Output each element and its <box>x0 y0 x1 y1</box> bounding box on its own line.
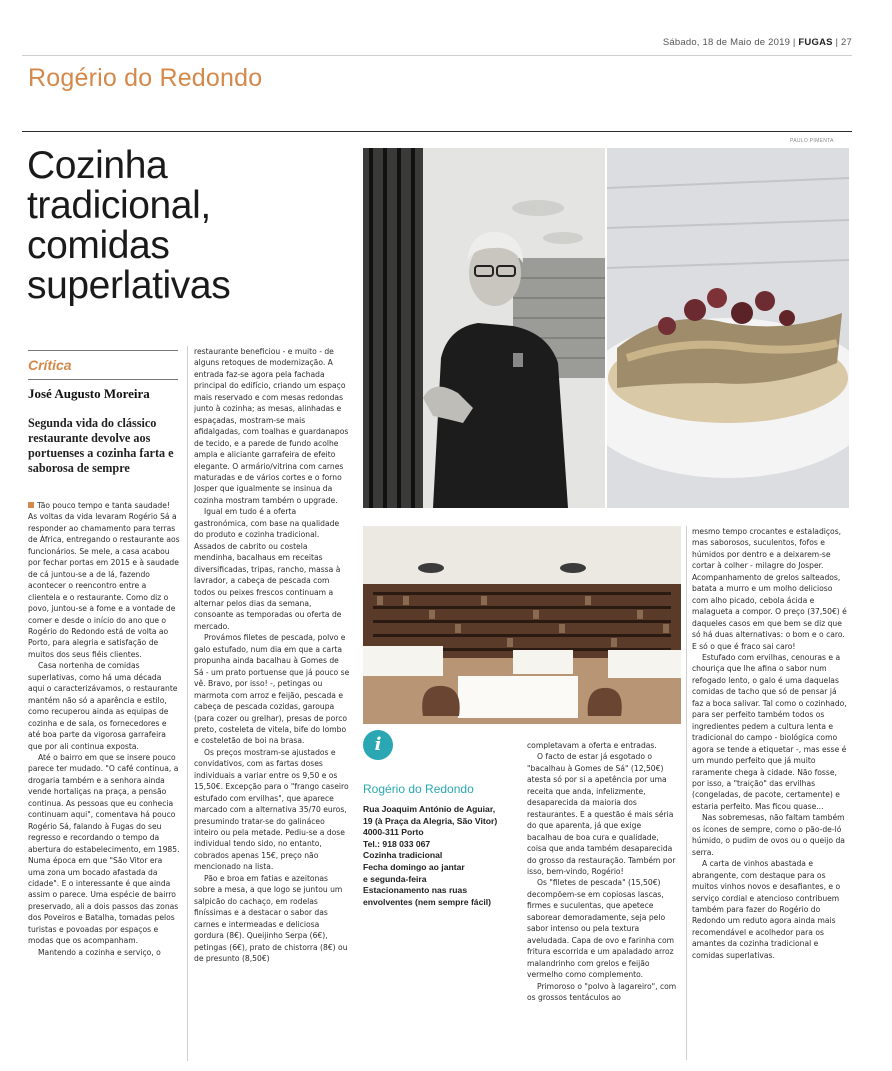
info-icon: i <box>363 730 393 760</box>
header-rule <box>22 131 852 132</box>
article-column-2 <box>194 346 350 1060</box>
info-line: 19 (à Praça da Alegria, São Vitor) <box>363 815 498 826</box>
info-line: Fecha domingo ao jantar <box>363 861 465 872</box>
section-rule <box>28 350 178 351</box>
paragraph: mesmo tempo crocantes e estaladiços, mas saborosos, suculentos, fofos e húmidos por dentro e a deixarem-se cortar à colher - milagre do Josper. Acompanhamento de grelos salteados, batata a murro e um molho delicioso com alho picado, cebola ácida e malagueta a compor. O preço (37,50€) é daqueles casos em que bem se diz que só há duas alternativas: o bom e o caro. E só o que é fraco sai caro! <box>692 527 847 651</box>
chef-portrait-photo <box>363 148 605 508</box>
paragraph: Os "filetes de pescada" (15,50€) decompõem-se em copiosas lascas, firmes e suculentas, que apetece saborear demoradamente, seja pelo sabor intenso ou pela textura aveludada. Capa de ovo e farinha com fritura escorrida e um apaladado arroz malandrinho com grelos e feijão vermelho como complemento. <box>527 878 675 980</box>
author-byline: José Augusto Moreira <box>28 386 150 401</box>
info-line: Tel.: 918 033 067 <box>363 838 431 849</box>
photo-credit: PAULO PIMENTA <box>790 138 834 144</box>
headline-line: comidas <box>27 224 170 267</box>
dining-room-photo <box>363 526 681 724</box>
dining-room-illustration <box>363 526 681 724</box>
folio-section: FUGAS <box>798 37 833 48</box>
paragraph: restaurante beneficiou - e muito - de alguns retoques de modernização. A entrada faz-se agora pela fachada principal do edifício, criando um espaço mais reservado e com mesas redondas junto à cozinha; as mesas, alinhadas e espaçadas, mostram-se mais afidalgadas, com toalhas e guardanapos de tecido, e a parede de fundo acolhe ampla e aliciante garrafeira de efeito elegante. O armário/vitrina com carnes maturadas e de vários cortes e o forno Josper que igualmente se insinua da cozinha mostram também o upgrade. <box>194 347 349 505</box>
article-column-4 <box>692 526 850 1060</box>
paragraph: A carta de vinhos abastada e abrangente, com destaque para os muitos vinhos novos e desafiantes, e o serviço cordial e atencioso contribuem também para fazer do Rogério do Redondo um reduto agora ainda mais recomendável e acolhedor para os amantes da cozinha tradicional e comidas superlativas. <box>692 859 841 960</box>
headline <box>27 146 357 306</box>
info-details <box>363 804 519 908</box>
info-line: e segunda-feira <box>363 873 427 884</box>
info-restaurant-name: Rogério do Redondo <box>363 782 474 796</box>
article-column-1 <box>28 500 180 1060</box>
info-line: Rua Joaquim António de Aguiar, <box>363 804 496 814</box>
paragraph: Pão e broa em fatias e azeitonas sobre a mesa, a que logo se juntou um salpicão do cachaço, em rodelas finíssimas e a destacar o sabor das carnes e intermeadas e deliciosa gordura (8€). Queijinho Serpa (6€), petingas (6€), prato de chistorra (8€) ou de presunto (8,50€) <box>194 873 348 964</box>
paragraph: Provámos filetes de pescada, polvo e galo estufado, num dia em que a carta propunha ainda bacalhau à Gomes de Sá - um prato portuense que já pouco se vê. Bravo, por isso! -, petingas ou marmota com arroz e feijão, pescada e cabeça de pescada cozidas, garoupa (para cozer ou grelhar), presas de porco preto, costeleta de vitela, bife do lombo e costeletão de boi na brasa. <box>194 633 350 746</box>
paragraph: Primoroso o "polvo à lagareiro", com os grossos tentáculos ao <box>527 981 677 1002</box>
headline-line: Cozinha <box>27 144 168 187</box>
chef-portrait-illustration <box>363 148 605 508</box>
bullet-square-icon <box>28 502 34 508</box>
section-label: Crítica <box>28 357 72 373</box>
paragraph: Estufado com ervilhas, cenouras e a chouriça que lhe afina o sabor num refogado lento, o galo é uma daquelas comidas de tacho que só de pensar já faz a boca salivar. Tal como o cozinhado, para ser perfeito também todos os ingredientes pedem a cultura lenta e tradicional do campo - biológica como agora se tende a etiquetar -, mas esse é um mundo perfeito que já muito raramente chega à cidade. Não fosse, por isso, a "traição" das ervilhas (congeladas, de pacote, certamente) e estaria perfeito. Mas ficou quase... <box>692 652 847 811</box>
paragraph: completavam a oferta e entradas. <box>527 741 657 750</box>
page-folio: Sábado, 18 de Maio de 2019 | FUGAS | 27 <box>662 37 852 48</box>
info-line: envolventes (nem sempre fácil) <box>363 896 491 907</box>
paragraph: Nas sobremesas, não faltam também os ícones de sempre, como o pão-de-ló húmido, o pudim de ovos ou o queijo da serra. <box>692 813 845 857</box>
column-divider <box>187 346 188 1061</box>
folio-date: Sábado, 18 de Maio de 2019 <box>662 37 791 48</box>
info-line: 4000-311 Porto <box>363 827 424 838</box>
paragraph: Mantendo a cozinha e serviço, o <box>38 947 161 957</box>
column-divider <box>686 526 687 1060</box>
octopus-dish-photo <box>607 148 849 508</box>
standfirst: Segunda vida do clássico restaurante devolve aos portuenses a cozinha farta e saborosa de sempre <box>28 416 174 475</box>
dish-illustration <box>607 148 849 508</box>
paragraph: Tão pouco tempo e tanta saudade! As voltas da vida levaram Rogério Sá a responder ao chamamento para terras de África, entregando o restaurante aos funcionários. Se mele, a casa acabou por fechar portas em 2015 e à saudade de cá juntou-se a de lá, fazendo acontecer o reencontro entre a clientela e o restaurante. Como diz o povo, juntou-se a fome e a vontade de comer e desde o início do ano que o Rogério do Redondo está de volta ao Porto, para alegria e satisfação de muitos dos seus fiéis clientes. <box>28 501 180 659</box>
paragraph: Casa nortenha de comidas superlativas, como há uma década aqui o caracterizávamos, o restaurante mantém não só a aparência e estilo, como recuperou ainda as equipas de cozinha e de sala, os fornecedores e até boa parte da vigorosa garrafeira que por ali continua exposta. <box>28 661 178 751</box>
paragraph: Até o bairro em que se insere pouco parece ter mudado. "O café continua, a drogaria também e a senhora ainda vende hortaliças na praça, a pensão continua. As pessoas que eu conhecia continuam aqui", comentava há pouco Rogério Sá, falando à Fugas do seu regresso e recordando o tempo da abertura do estabelecimento, em 1985. Numa época em que "São Vitor era uma zona um bocado afastada da cidade". E o interessante é que ainda assim o parece. Uma espécie de bairro preservado, ali a dois passos das zonas dos Poveiros e Batalha, tomadas pelos turistas e povoadas por espaços e modas que os acompanham. <box>28 752 180 946</box>
restaurant-info-box <box>363 730 517 1060</box>
paragraph: Igual em tudo é a oferta gastronómica, com base na qualidade do produto e cozinha tradicional. Assados de cabrito ou costela mendinha, bacalhaus em receitas diversificadas, tripas, rancho, massa à lavrador, a cabeça de pescada com todos ou peixes frescos continuam a alternar pelos dias da semana, consoante as temporadas ou oferta de mercado. <box>194 507 342 631</box>
article-column-3 <box>527 740 677 1060</box>
paragraph: O facto de estar já esgotado o "bacalhau à Gomes de Sá" (12,50€) atesta só por si a apetência por uma receita que anda, infelizmente, desaparecida da maioria dos restaurantes. E a questão é mais séria do que aparenta, já que exige bacalhau de boa cura e qualidade, coisa que anda também desaparecida do grosso da restauração. Também por isso, bem-vindo, Rogério! <box>527 752 676 876</box>
info-line: Cozinha tradicional <box>363 850 443 861</box>
info-line: Estacionamento nas ruas <box>363 885 468 896</box>
paragraph: Os preços mostram-se ajustados e convidativos, com as fartas doses individuais a variar entre os 9,50 e os 15,50€. Excepção para o "frango caseiro estufado com ervilhas", que aparece marcado com a alternativa 35/70 euros, presumindo tratar-se do galináceo inteiro ou pela metade. Pediu-se a dose individual tendo sido, no entanto, cobrados apenas 15€, preço não mencionado na lista. <box>194 747 349 872</box>
folio-page: 27 <box>841 37 852 48</box>
headline-line: superlativas <box>27 264 231 307</box>
top-rule <box>22 55 852 56</box>
kicker-title: Rogério do Redondo <box>28 64 263 92</box>
author-rule <box>28 379 178 380</box>
headline-line: tradicional, <box>27 184 211 227</box>
